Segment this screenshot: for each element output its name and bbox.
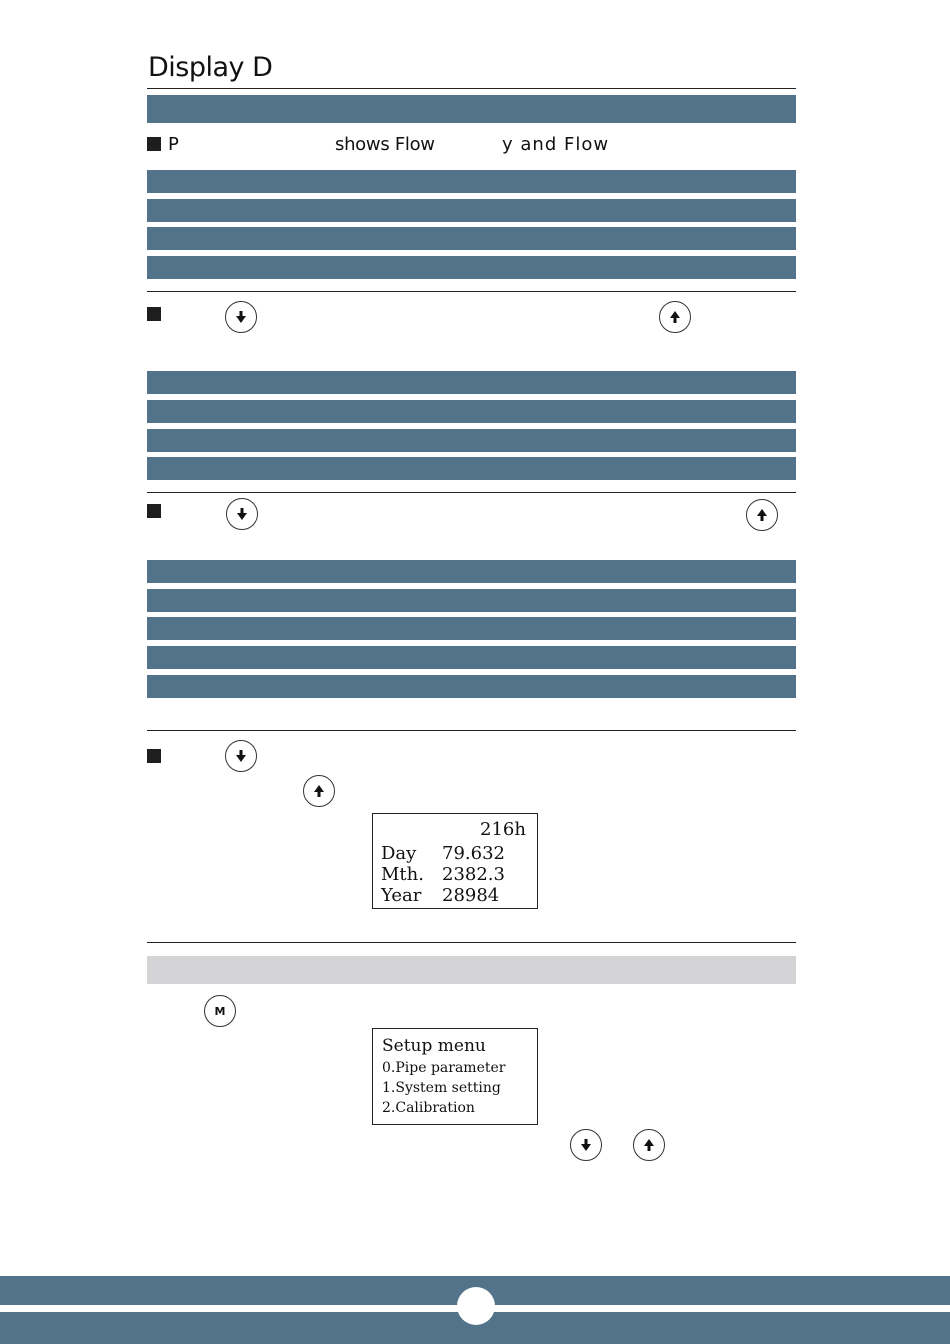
table-row-band <box>147 589 796 612</box>
table-row-band <box>147 170 796 193</box>
page-number-circle <box>457 1287 495 1325</box>
table-row-band <box>147 400 796 423</box>
table-row-band <box>147 646 796 669</box>
up-button[interactable] <box>746 499 778 531</box>
table-row-band <box>147 675 796 698</box>
section-divider <box>147 942 796 943</box>
section-header-band-light <box>147 956 796 984</box>
down-button[interactable] <box>225 740 257 772</box>
section-divider <box>147 291 796 292</box>
bullet-square <box>147 137 161 151</box>
setup-menu-lcd-display <box>372 1028 538 1125</box>
arrow-down-icon <box>236 311 246 323</box>
arrow-up-icon <box>644 1139 654 1151</box>
table-row-band <box>147 371 796 394</box>
title-divider <box>147 88 796 89</box>
arrow-down-icon <box>237 508 247 520</box>
menu-m-icon: M <box>214 1004 226 1018</box>
arrow-down-icon <box>581 1139 591 1151</box>
bullet-square <box>147 307 161 321</box>
lcd-year-label: Year <box>381 885 422 906</box>
bullet-square <box>147 504 161 518</box>
lcd-hours: 216h <box>480 819 526 840</box>
intro-text-end: y and Flow <box>502 134 610 155</box>
table-row-band <box>147 227 796 250</box>
page-title: Display D <box>148 52 273 83</box>
section-divider <box>147 492 796 493</box>
setup-menu-title: Setup menu <box>382 1036 486 1056</box>
setup-menu-item: 1.System setting <box>382 1080 501 1096</box>
section-divider <box>147 730 796 731</box>
intro-text-mid: shows Flow <box>335 134 435 155</box>
down-button[interactable] <box>225 301 257 333</box>
totalizer-lcd-display <box>372 813 538 909</box>
down-button[interactable] <box>570 1129 602 1161</box>
arrow-down-icon <box>236 750 246 762</box>
lcd-month-label: Mth. <box>381 864 424 885</box>
lcd-day-label: Day <box>381 843 417 864</box>
bullet-square <box>147 749 161 763</box>
intro-text-start: P <box>168 134 179 155</box>
lcd-month-value: 2382.3 <box>442 864 505 885</box>
lcd-day-value: 79.632 <box>442 843 505 864</box>
table-row-band <box>147 429 796 452</box>
section-header-band <box>147 95 796 123</box>
setup-menu-item: 0.Pipe parameter <box>382 1060 506 1076</box>
table-row-band <box>147 617 796 640</box>
table-row-band <box>147 560 796 583</box>
up-button[interactable] <box>633 1129 665 1161</box>
down-button[interactable] <box>226 498 258 530</box>
table-row-band <box>147 199 796 222</box>
arrow-up-icon <box>670 311 680 323</box>
arrow-up-icon <box>757 509 767 521</box>
up-button[interactable] <box>659 301 691 333</box>
table-row-band <box>147 457 796 480</box>
up-button[interactable] <box>303 775 335 807</box>
menu-button[interactable] <box>204 995 236 1027</box>
setup-menu-item: 2.Calibration <box>382 1100 475 1116</box>
arrow-up-icon <box>314 785 324 797</box>
lcd-year-value: 28984 <box>442 885 500 906</box>
table-row-band <box>147 256 796 279</box>
